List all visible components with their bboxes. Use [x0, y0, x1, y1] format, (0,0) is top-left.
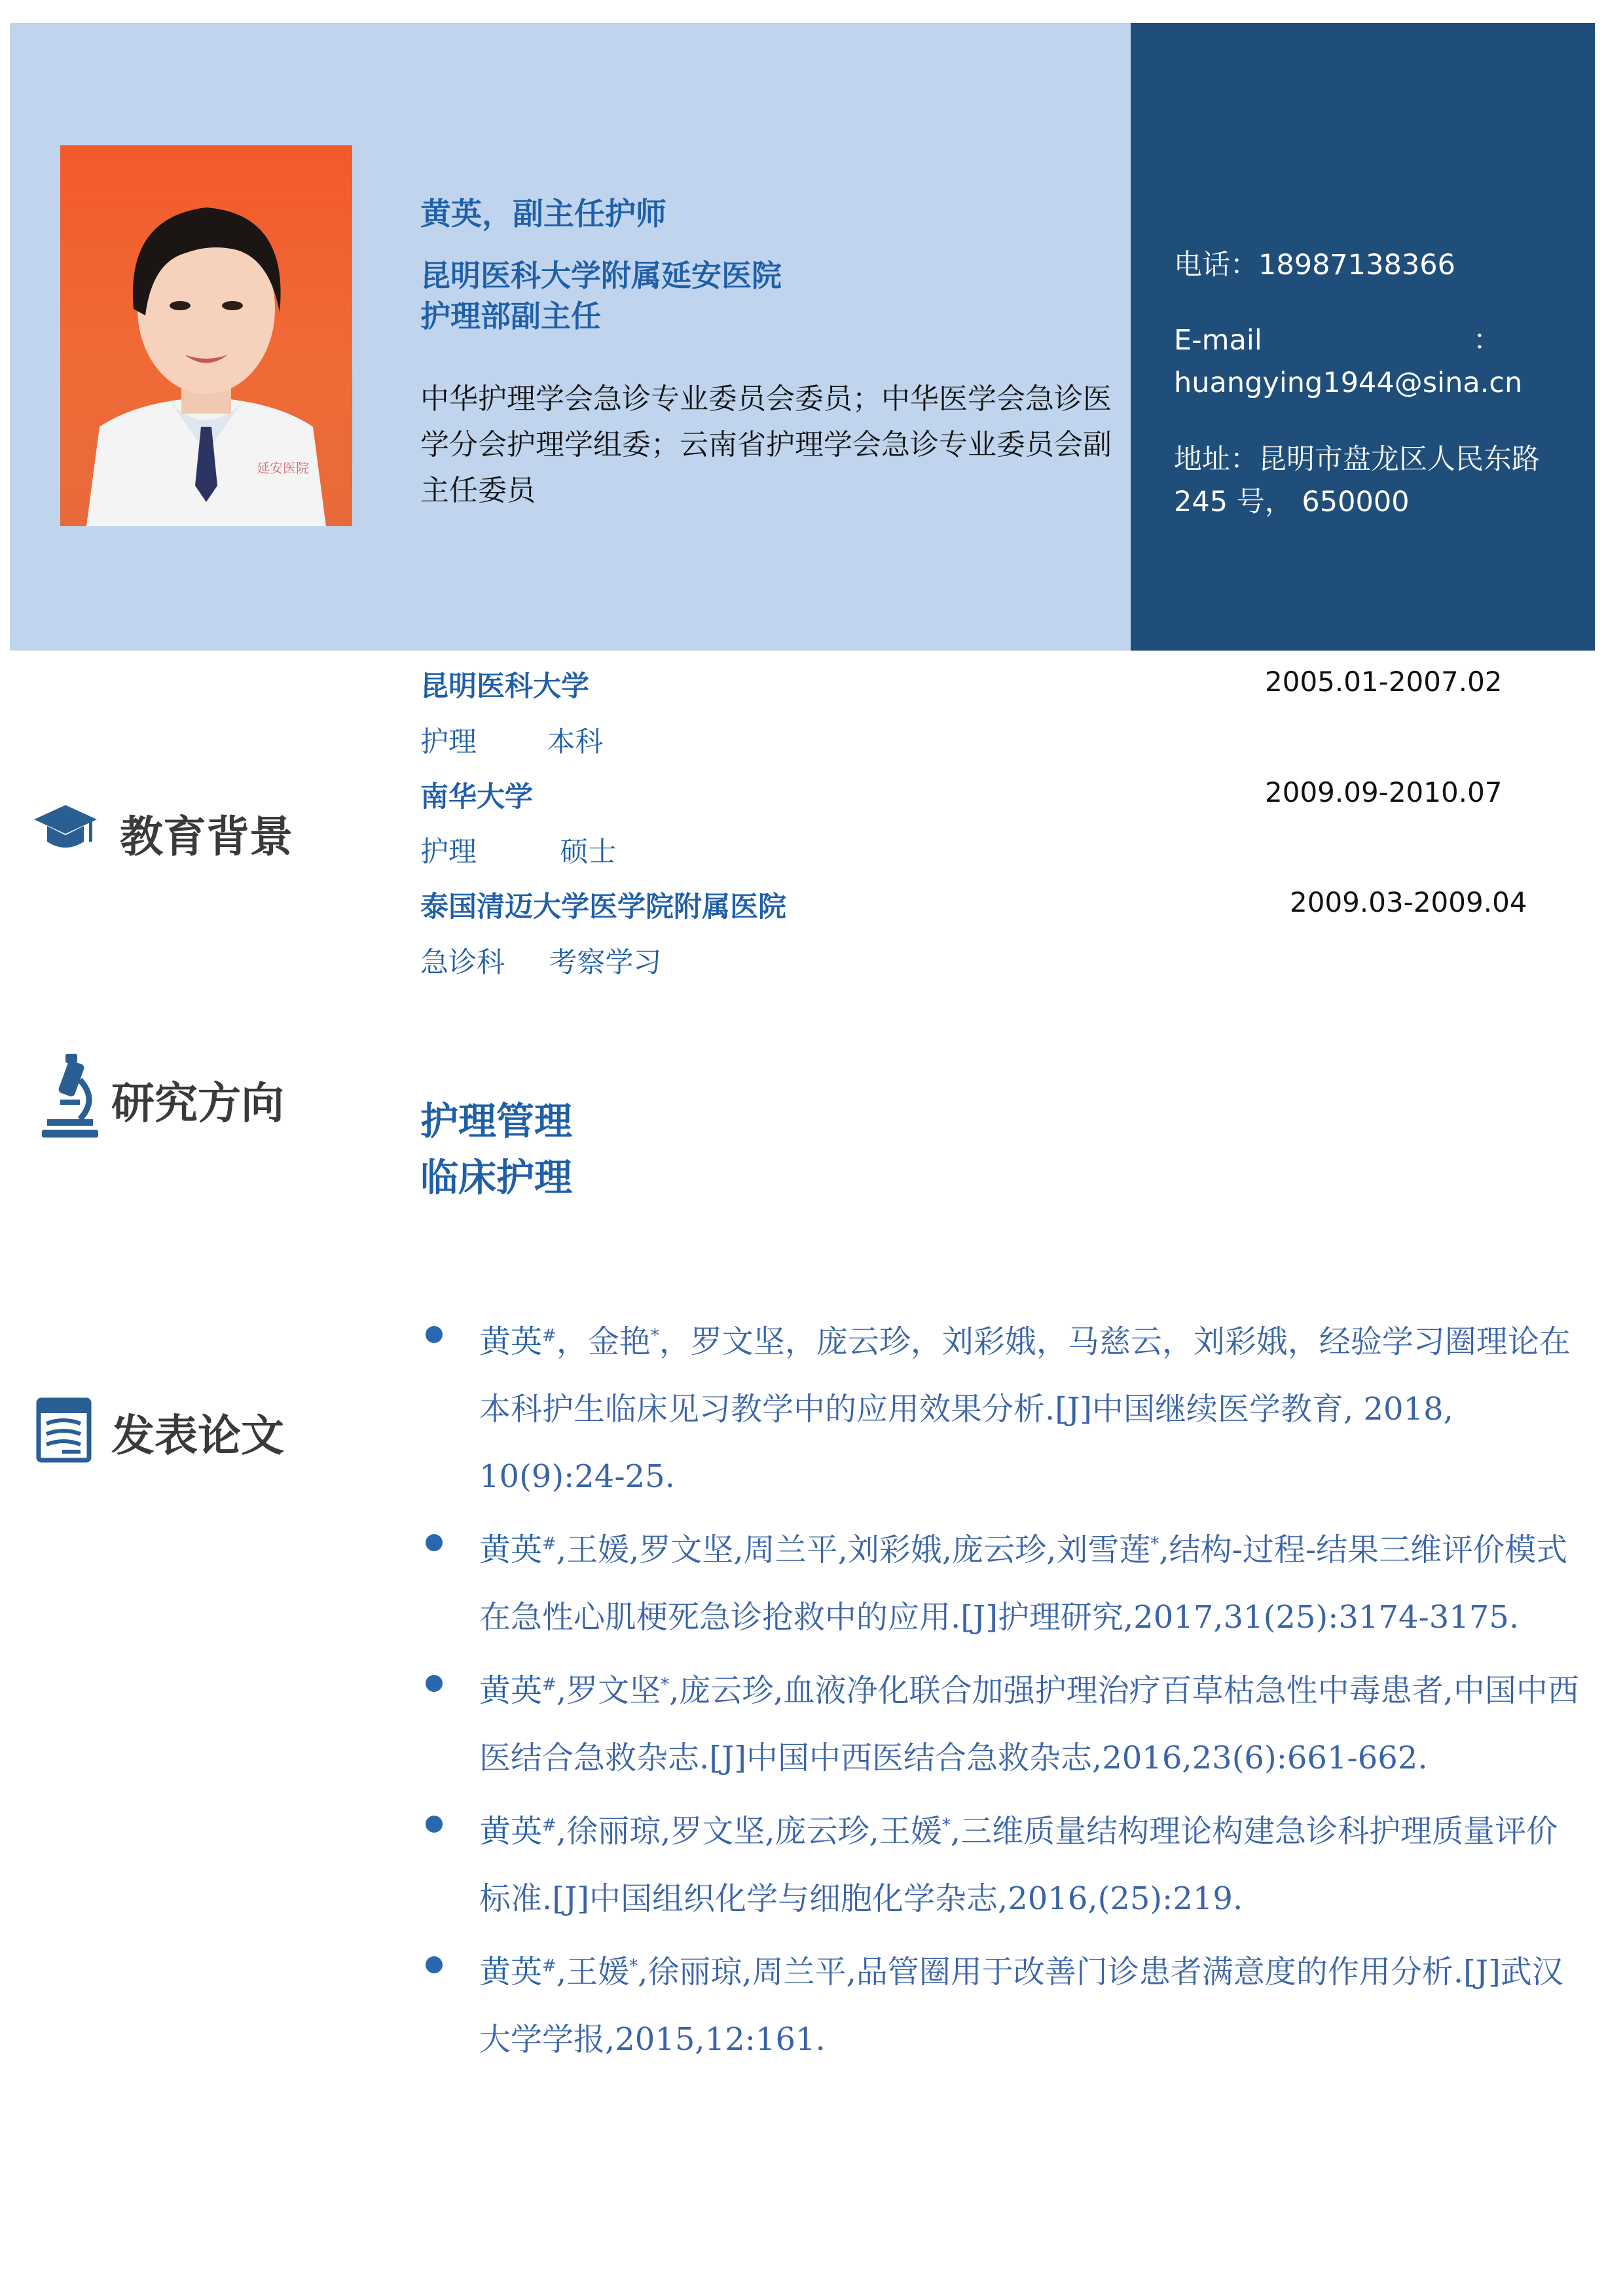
- research-list: [420, 1093, 572, 1206]
- publication-item: 黄英#,王媛*,徐丽琼,周兰平,品管圈用于改善门诊患者满意度的作用分析.[J]武汉大学学报,2015,12:161.: [420, 1933, 1589, 2073]
- bullet-icon: [426, 1534, 443, 1551]
- edu-detail-2: [420, 830, 616, 870]
- position-title: 护理部副主任: [420, 298, 601, 334]
- document-icon: [36, 1397, 92, 1465]
- edu-date-3: 2009.03-2009.04: [1290, 886, 1527, 918]
- section-research-label: 研究方向: [111, 1078, 284, 1128]
- contact-phone: 电话：18987138366: [1174, 249, 1455, 281]
- publication-item: 黄英#,王媛,罗文坚,周兰平,刘彩娥,庞云珍,刘雪莲*,结构-过程-结果三维评价模式在急性心肌梗死急诊抢救中的应用.[J]护理研究,2017,31(25):3174-3175.: [420, 1511, 1589, 1651]
- edu-degree-1: 本科: [547, 726, 604, 759]
- address-line-1: 地址：昆明市盘龙区人民东路: [1174, 443, 1540, 476]
- bullet-icon: [426, 1675, 443, 1692]
- email-address: huangying1944@sina.cn: [1174, 367, 1523, 399]
- edu-school-3: 泰国清迈大学医学院附属医院: [420, 891, 786, 924]
- svg-text:延安医院: 延安医院: [257, 460, 309, 476]
- publication-item: 黄英#,罗文坚*,庞云珍,血液净化联合加强护理治疗百草枯急性中毒患者,中国中西医结合急救杂志.[J]中国中西医结合急救杂志,2016,23(6):661-662.: [420, 1651, 1589, 1792]
- publication-item: 黄英#，金艳*，罗文坚，庞云珍，刘彩娥，马慈云，刘彩娥，经验学习圈理论在本科护生临床见习教学中的应用效果分析.[J]中国继续医学教育, 2018, 10(9):24-25.: [420, 1302, 1589, 1511]
- research-item: 护理管理: [420, 1099, 573, 1143]
- publication-list: [420, 1302, 1589, 2073]
- publication-item: 黄英#,徐丽琼,罗文坚,庞云珍,王媛*,三维质量结构理论构建急诊科护理质量评价标准.[J]中国组织化学与细胞化学杂志,2016,(25):219.: [420, 1792, 1589, 1933]
- edu-major-3: 急诊科: [420, 946, 505, 979]
- hospital-name: 昆明医科大学附属延安医院: [420, 258, 782, 293]
- edu-major-1: 护理: [420, 726, 477, 759]
- research-item: 临床护理: [420, 1155, 573, 1200]
- edu-date-2: 2009.09-2010.07: [1265, 776, 1503, 808]
- email-colon: ：: [1473, 324, 1501, 357]
- edu-degree-2: 硕士: [560, 836, 617, 869]
- profile-photo: [60, 145, 352, 526]
- edu-date-1: 2005.01-2007.02: [1265, 666, 1503, 698]
- address-line-2: 245 号， 650000: [1174, 486, 1410, 518]
- bullet-icon: [426, 1956, 443, 1973]
- edu-major-2: 护理: [420, 836, 477, 869]
- contact-address-block: [1174, 439, 1554, 524]
- graduation-cap-icon: [33, 798, 98, 860]
- memberships: 中华护理学会急诊专业委员会委员；中华医学会急诊医学分会护理学组委；云南省护理学会急诊专业委员会副主任委员: [420, 382, 1112, 507]
- edu-school-2: 南华大学: [420, 781, 533, 814]
- email-label: E-mail: [1174, 324, 1262, 357]
- edu-school-1: 昆明医科大学: [420, 670, 589, 703]
- name-title: 黄英，副主任护师: [420, 196, 666, 232]
- bullet-icon: [426, 1326, 443, 1343]
- section-publications-label: 发表论文: [111, 1410, 284, 1461]
- edu-detail-3: [420, 941, 661, 980]
- contact-email-block: [1174, 319, 1523, 404]
- bullet-icon: [426, 1816, 443, 1833]
- edu-degree-3: 考察学习: [549, 946, 662, 979]
- microscope-icon: [41, 1054, 100, 1141]
- hospital-block: [420, 255, 782, 336]
- section-education-label: 教育背景: [120, 812, 293, 862]
- edu-detail-1: [420, 720, 603, 760]
